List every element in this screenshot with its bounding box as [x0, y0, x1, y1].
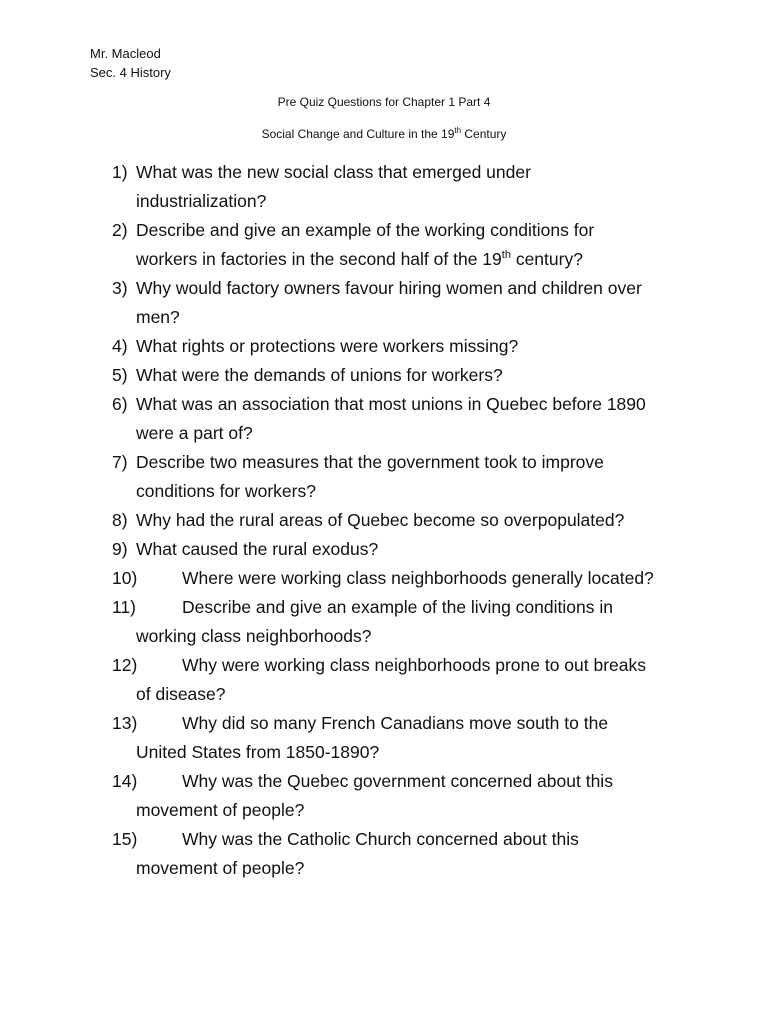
- subtitle-superscript: th: [454, 126, 462, 135]
- question-item: [0, 158, 768, 216]
- question-number: 3): [112, 278, 128, 298]
- question-number: 14): [112, 771, 138, 791]
- question-number: 13): [112, 713, 138, 733]
- question-item: [0, 535, 768, 564]
- teacher-name: Mr. Macleod: [90, 46, 161, 61]
- question-item: [0, 506, 768, 535]
- question-text: What caused the rural exodus?: [136, 539, 379, 559]
- question-number: 4): [112, 336, 128, 356]
- quiz-subtitle: [0, 127, 768, 141]
- question-number: 12): [112, 655, 138, 675]
- question-text: Describe and give an example of the working conditions for: [136, 220, 595, 240]
- question-text-continued: men?: [136, 307, 180, 327]
- question-text: What rights or protections were workers missing?: [136, 336, 519, 356]
- question-text: What was an association that most unions in Quebec before 1890: [136, 394, 646, 414]
- question-text-continued: [136, 245, 583, 274]
- question-text: Where were working class neighborhoods generally located?: [182, 568, 654, 588]
- question-text: Why was the Quebec government concerned about this: [182, 771, 613, 791]
- question-number: 15): [112, 829, 138, 849]
- subtitle-text-end: Century: [461, 127, 507, 141]
- question-text: Why did so many French Canadians move south to the: [182, 713, 609, 733]
- question-text: What were the demands of unions for workers?: [136, 365, 503, 385]
- question-item: [0, 332, 768, 361]
- question-item: [0, 825, 768, 883]
- question-item: [0, 216, 768, 274]
- question-number: 8): [112, 510, 128, 530]
- question-text: Describe and give an example of the living conditions in: [182, 597, 613, 617]
- question-number: 10): [112, 568, 138, 588]
- question-number: 5): [112, 365, 128, 385]
- question-number: 11): [112, 597, 136, 617]
- question-text-continued: working class neighborhoods?: [136, 626, 372, 646]
- question-text-continued: of disease?: [136, 684, 226, 704]
- question-text-continued: United States from 1850-1890?: [136, 742, 380, 762]
- question-text: What was the new social class that emerged under: [136, 162, 531, 182]
- question-item: [0, 448, 768, 506]
- question-superscript: th: [501, 249, 511, 262]
- quiz-title: Pre Quiz Questions for Chapter 1 Part 4: [277, 95, 491, 109]
- question-item: [0, 361, 768, 390]
- question-text: Why had the rural areas of Quebec become so overpopulated?: [136, 510, 625, 530]
- subtitle-text: Social Change and Culture in the 19: [261, 127, 455, 141]
- question-text-continued: industrialization?: [136, 191, 267, 211]
- question-item: [0, 274, 768, 332]
- question-text-continued: movement of people?: [136, 858, 305, 878]
- question-text-continued: conditions for workers?: [136, 481, 316, 501]
- question-number: 1): [112, 162, 128, 182]
- question-item: [0, 593, 768, 651]
- question-text: Why were working class neighborhoods prone to out breaks: [182, 655, 646, 675]
- question-text-continued: movement of people?: [136, 800, 305, 820]
- question-text-part: workers in factories in the second half of the 19: [136, 249, 502, 269]
- question-item: [0, 767, 768, 825]
- question-number: 9): [112, 539, 128, 559]
- question-item: [0, 651, 768, 709]
- question-text-part: century?: [510, 249, 583, 269]
- question-item: [0, 709, 768, 767]
- question-number: 6): [112, 394, 128, 414]
- question-text: Describe two measures that the government took to improve: [136, 452, 604, 472]
- question-number: 7): [112, 452, 128, 472]
- question-number: 2): [112, 220, 128, 240]
- question-text: Why was the Catholic Church concerned about this: [182, 829, 579, 849]
- question-item: [0, 390, 768, 448]
- header-info: [90, 44, 171, 82]
- question-text: Why would factory owners favour hiring women and children over: [136, 278, 642, 298]
- question-text-continued: were a part of?: [136, 423, 253, 443]
- course-name: Sec. 4 History: [90, 65, 171, 80]
- question-list: [0, 158, 768, 883]
- question-item: [0, 564, 768, 593]
